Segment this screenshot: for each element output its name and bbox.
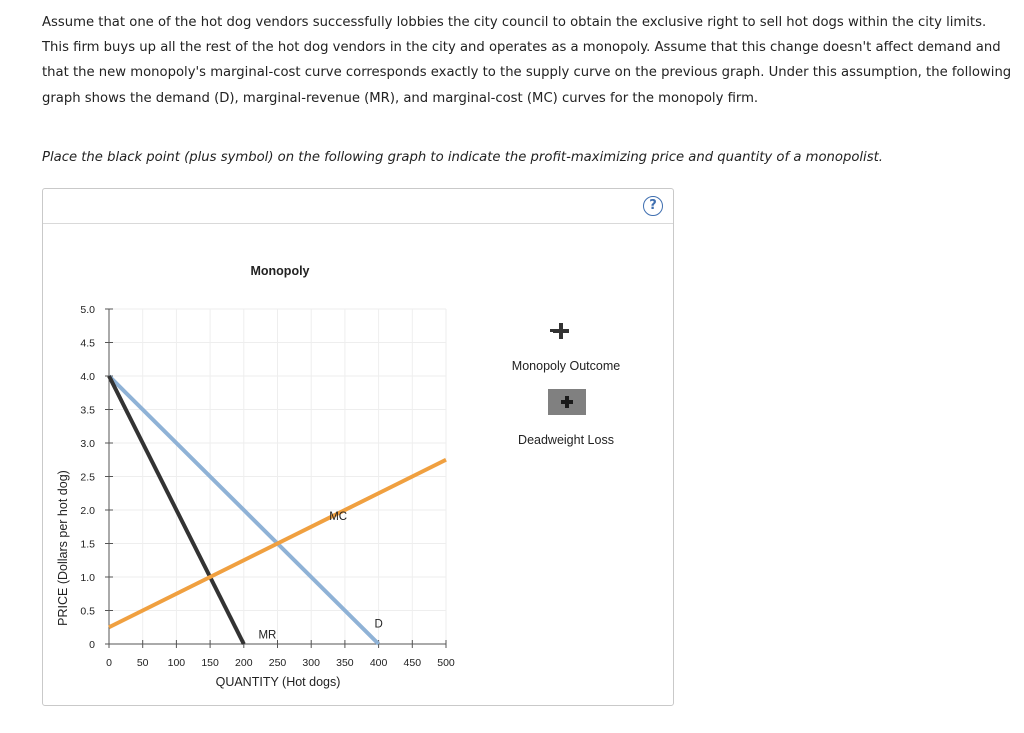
question-intro-text: Assume that one of the hot dog vendors successfully lobbies the city council to obtain the exclusive right to sell hot dogs within the city limits. This firm buys up all the rest of the hot dog vendors in the city and operates as a monopoly. Assume that this change doesn't affect demand and that the new monopoly's marginal-cost curve corresponds exactly to the supply curve on the previous graph. Under this assumption, the following graph shows the demand (D), marginal-revenue (MR), and marginal-cost (MC) curves for the monopoly firm.	[42, 15, 1012, 106]
y-tick-label: 0	[89, 639, 95, 651]
curve-label-d: D	[374, 618, 383, 631]
y-tick-label: 2.0	[80, 505, 95, 517]
palette-label-monopoly-outcome: Monopoly Outcome	[511, 359, 621, 373]
black-plus-point-icon[interactable]	[549, 321, 573, 341]
palette-label-deadweight-loss: Deadweight Loss	[518, 433, 614, 447]
y-axis-label: PRICE (Dollars per hot dog)	[56, 470, 70, 626]
x-tick-label: 100	[167, 657, 186, 669]
y-tick-label: 3.5	[80, 404, 95, 417]
x-tick-label: 300	[302, 657, 320, 669]
y-tick-label: 1.0	[80, 572, 95, 584]
y-tick-label: 4.5	[80, 337, 95, 350]
gray-square-plus-icon[interactable]	[548, 389, 586, 415]
curve-label-mc: MC	[329, 511, 348, 524]
x-tick-label: 500	[437, 657, 455, 669]
x-tick-label: 200	[235, 657, 253, 669]
y-tick-label: 1.5	[80, 538, 95, 551]
x-tick-label: 50	[136, 657, 149, 669]
y-tick-label: 3.0	[80, 438, 95, 450]
x-tick-label: 400	[369, 657, 388, 669]
curve-label-mr: MR	[258, 629, 277, 642]
panel-toolbar	[43, 189, 673, 224]
x-tick-label: 250	[268, 657, 287, 669]
x-axis-label: QUANTITY (Hot dogs)	[215, 675, 341, 689]
chart-title: Monopoly	[250, 264, 310, 278]
y-tick-label: 0.5	[80, 605, 95, 618]
y-tick-label: 5.0	[80, 304, 95, 316]
y-tick-label: 2.5	[80, 471, 95, 484]
y-tick-label: 4.0	[80, 371, 95, 383]
x-tick-label: 350	[336, 657, 354, 669]
x-tick-label: 150	[201, 657, 219, 669]
monopoly-chart[interactable]	[43, 223, 463, 693]
graph-panel	[42, 188, 674, 706]
x-tick-label: 0	[106, 657, 112, 669]
question-instruction-text: Place the black point (plus symbol) on the following graph to indicate the profit-maximizing price and quantity of a monopolist.	[42, 150, 883, 165]
x-tick-label: 450	[403, 657, 422, 669]
help-icon[interactable]: ?	[643, 196, 663, 216]
